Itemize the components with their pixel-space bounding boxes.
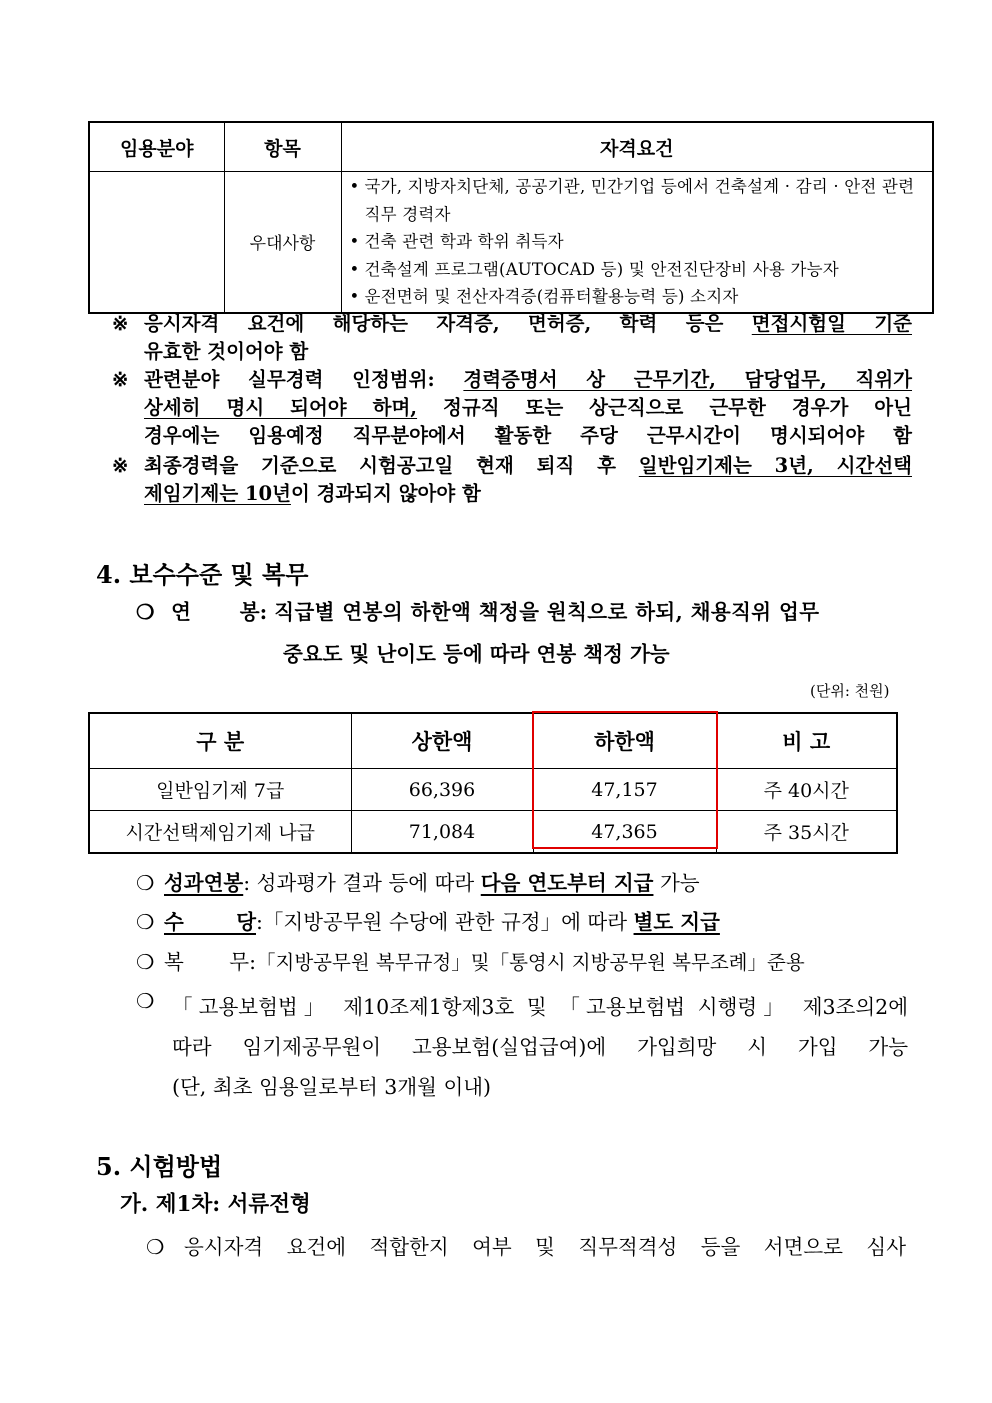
underlined-text: 제임기제는 10년 xyxy=(144,482,291,505)
salary-label: 연 봉: xyxy=(171,600,268,624)
performance-pay-line xyxy=(136,869,700,897)
cell-lower: 47,157 xyxy=(533,769,716,811)
cell-upper: 71,084 xyxy=(351,811,533,854)
circle-bullet-icon: ❍ xyxy=(136,871,155,895)
body-text: (단, 최초 임용일로부터 3개월 이내) xyxy=(172,1075,492,1099)
note-text: 이 경과되지 않아야 함 xyxy=(290,482,481,505)
underlined-text: 일반임기제는 3년, 시간선택 xyxy=(638,454,912,477)
section-5-line xyxy=(146,1233,908,1261)
emphasis-text: 별도 지급 xyxy=(633,910,720,934)
cell-item: 우대사항 xyxy=(224,172,341,313)
list-item: • 건축설계 프로그램(AUTOCAD 등) 및 안전진단장비 사용 가능자 xyxy=(349,256,924,284)
cell-upper: 66,396 xyxy=(351,769,533,811)
reference-mark: ※ xyxy=(112,454,129,477)
underlined-text: 상세히 명시 되어야 하며, xyxy=(144,396,418,419)
section-5-title: 5. 시험방법 xyxy=(96,1152,223,1181)
note-text: 경우에는 임용예정 직무분야에서 활동한 주당 근무시간이 명시되어야 함 xyxy=(144,424,912,447)
list-item: • 운전면허 및 전산자격증(컴퓨터활용능력 등) 소지자 xyxy=(349,283,924,311)
reference-mark: ※ xyxy=(112,368,129,391)
list-item: • 국가, 지방자치단체, 공공기관, 민간기업 등에서 건축설계 · 감리 · 안전 관련 직무 경력자 xyxy=(349,173,924,228)
table-row xyxy=(89,769,897,811)
note-3 xyxy=(112,452,912,508)
table-row xyxy=(89,172,933,313)
circle-bullet-icon: ❍ xyxy=(136,600,155,624)
note-text: 응시자격 요건에 해당하는 자격증, 면허증, 학력 등은 xyxy=(144,312,752,335)
note-text: 관련분야 실무경력 인정범위: xyxy=(144,368,464,391)
body-text: : 성과평가 결과 등에 따라 xyxy=(243,871,481,895)
cell-category: 시간선택제임기제 나급 xyxy=(89,811,351,854)
section-5-subtitle: 가. 제1차: 서류전형 xyxy=(120,1192,311,1217)
salary-text: 직급별 연봉의 하한액 책정을 원칙으로 하되, 채용직위 업무 xyxy=(274,600,820,624)
reference-mark: ※ xyxy=(112,312,129,335)
section-4-title: 4. 보수수준 및 복무 xyxy=(96,560,309,589)
body-text: 가능 xyxy=(653,871,700,895)
allowance-label: 수 당 xyxy=(164,910,256,934)
pay-table xyxy=(88,712,898,854)
circle-bullet-icon: ❍ xyxy=(136,950,155,974)
table-row xyxy=(89,811,897,854)
note-1 xyxy=(112,310,912,366)
header-requirements: 자격요건 xyxy=(341,122,933,172)
circle-bullet-icon: ❍ xyxy=(146,1235,165,1259)
cell-field xyxy=(89,172,224,313)
note-text: 최종경력을 기준으로 시험공고일 현재 퇴직 후 xyxy=(144,454,639,477)
body-text: 응시자격 요건에 적합한지 여부 및 직무적격성 등을 서면으로 심사 xyxy=(184,1235,906,1259)
circle-bullet-icon: ❍ xyxy=(136,989,155,1013)
duty-label: 복 무: xyxy=(164,950,256,974)
cell-lower: 47,365 xyxy=(533,811,716,854)
underlined-text: 경력증명서 상 근무기간, 담당업무, 직위가 xyxy=(463,368,913,391)
cell-remarks: 주 35시간 xyxy=(716,811,897,854)
note-text: 유효한 것이어야 함 xyxy=(144,340,309,363)
allowance-line xyxy=(136,908,720,936)
body-text: 따라 임기제공무원이 고용보험(실업급여)에 가입희망 시 가입 가능 xyxy=(172,1035,908,1059)
qualification-table xyxy=(88,121,934,314)
header-item: 항목 xyxy=(224,122,341,172)
requirements-list xyxy=(343,173,932,311)
emphasis-text: 다음 연도부터 지급 xyxy=(480,871,654,895)
circle-bullet-icon: ❍ xyxy=(136,910,155,934)
pay-table-header xyxy=(89,713,897,769)
salary-line-2: 중요도 및 난이도 등에 따라 연봉 책정 가능 xyxy=(283,642,670,666)
salary-line-1 xyxy=(136,598,908,626)
list-item: • 건축 관련 학과 학위 취득자 xyxy=(349,228,924,256)
cell-requirements xyxy=(341,172,933,313)
header-category: 구 분 xyxy=(89,713,351,769)
header-field: 임용분야 xyxy=(89,122,224,172)
header-remarks: 비 고 xyxy=(716,713,897,769)
header-upper: 상한액 xyxy=(351,713,533,769)
cell-category: 일반임기제 7급 xyxy=(89,769,351,811)
performance-pay-label: 성과연봉 xyxy=(164,871,244,895)
body-text: 「지방공무원 복무규정」및「통영시 지방공무원 복무조례」준용 xyxy=(256,951,805,974)
body-text: 「고용보험법」 제10조제1항제3호 및 「고용보험법 시행령」 제3조의2에 xyxy=(172,995,908,1019)
insurance-paragraph xyxy=(136,987,908,1107)
body-text: :「지방공무원 수당에 관한 규정」에 따라 xyxy=(256,910,634,934)
underlined-text: 면접시험일 기준 xyxy=(751,312,912,335)
qualification-table-header xyxy=(89,122,933,172)
unit-label: (단위: 천원) xyxy=(810,682,890,700)
note-2 xyxy=(112,366,912,450)
duty-line xyxy=(136,948,805,977)
header-lower: 하한액 xyxy=(533,713,716,769)
cell-remarks: 주 40시간 xyxy=(716,769,897,811)
note-text: 정규직 또는 상근직으로 근무한 경우가 아닌 xyxy=(417,396,912,419)
